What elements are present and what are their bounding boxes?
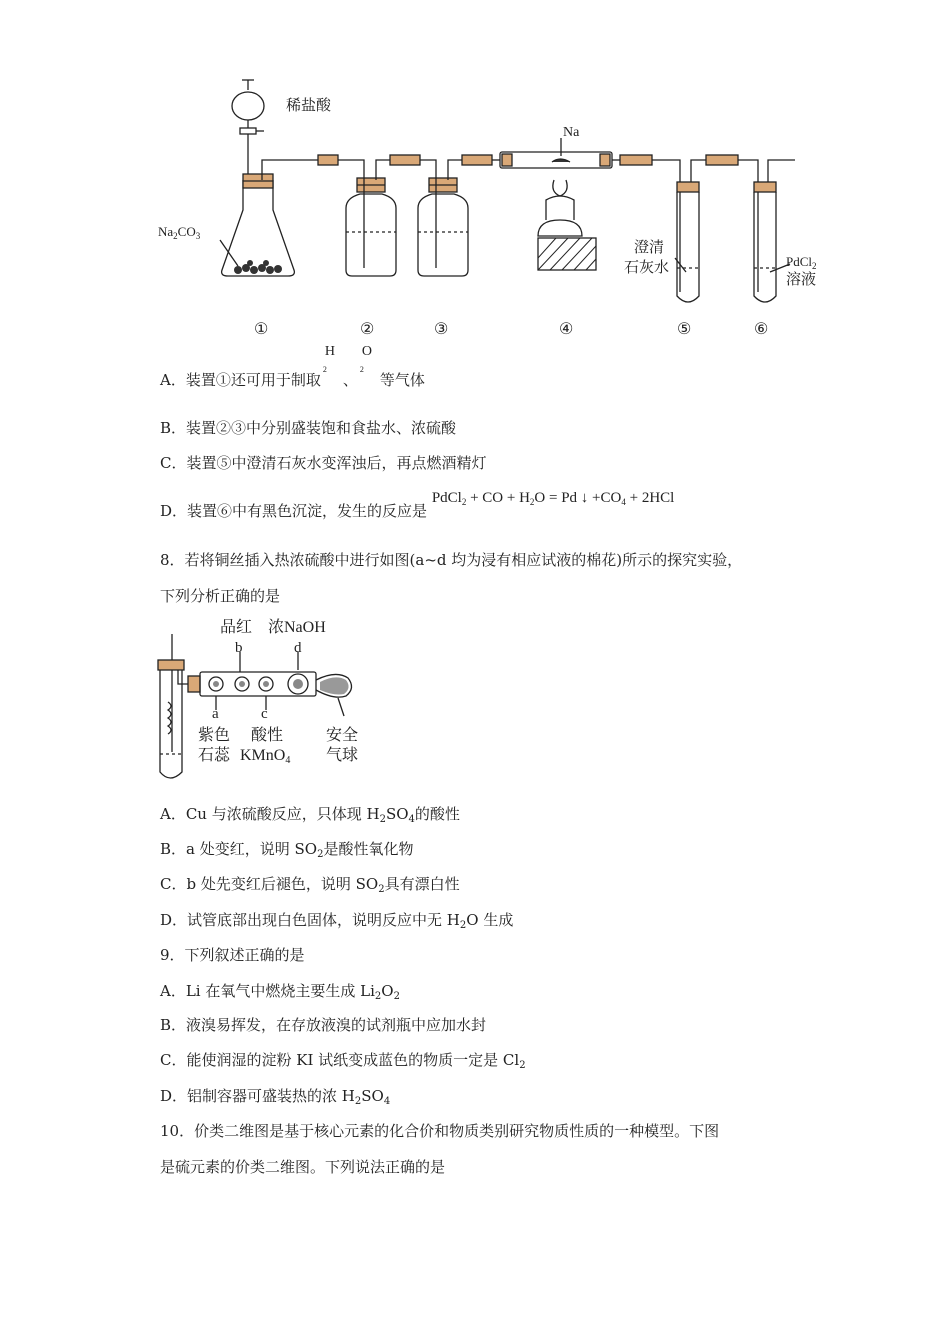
formula-h2: H $_2$ <box>322 344 335 374</box>
equation-pdcl2: PdCl$_2$ + CO + $H_2O = Pd$ ↓ $+CO_4 + 2HCl$ <box>431 490 675 507</box>
label-limewater-2: 石灰水 <box>624 260 670 276</box>
label-litmus: 石蕊 <box>198 747 231 764</box>
q8-option-c: C．b 处先变红后褪色，说明 $SO_2$具有漂白性 <box>160 875 460 895</box>
q9-option-a: A．Li 在氧气中燃烧主要生成 $Li_2O_2$ <box>160 982 400 1002</box>
q8-option-d: D．试管底部出现白色固体，说明反应中无 $H_2O$ 生成 <box>160 911 514 931</box>
q10-stem-line-1: 10．价类二维图是基于核心元素的化合价和物质类别研究物质性质的一种模型。下图 <box>160 1122 720 1140</box>
label-letter-a: a <box>212 706 219 722</box>
label-conc-naoh: 浓NaOH <box>268 619 326 636</box>
label-letter-c: c <box>261 706 268 722</box>
label-na2co3: $Na_2CO_3$ <box>158 224 201 241</box>
label-dilute-hcl: 稀盐酸 <box>286 98 332 114</box>
formula-o2: O $_2$ <box>359 344 372 374</box>
q10-stem-line-2: 是硫元素的价类二维图。下列说法正确的是 <box>160 1158 446 1176</box>
label-pinhong: 品红 <box>220 619 253 636</box>
apparatus-number-5: ⑤ <box>677 321 692 338</box>
apparatus-number-6: ⑥ <box>754 321 769 338</box>
label-letter-b: b <box>235 640 243 656</box>
apparatus-number-4: ④ <box>559 321 574 338</box>
q7-option-b: B．装置②③中分别盛装饱和食盐水、浓硫酸 <box>160 419 457 437</box>
label-na: Na <box>563 125 580 140</box>
label-purple: 紫色 <box>198 727 231 744</box>
q8-option-a: A．Cu 与浓硫酸反应，只体现 $H_2SO_4$的酸性 <box>160 805 460 825</box>
apparatus-figure-1 <box>150 98 817 350</box>
label-acidic: 酸性 <box>251 727 284 744</box>
label-letter-d: d <box>294 640 302 656</box>
apparatus-number-2: ② <box>360 321 375 338</box>
label-safety: 安全 <box>326 727 359 744</box>
label-kmno4: KMnO4 <box>240 747 291 766</box>
label-pdcl2: PdCl$_2$ <box>786 254 817 271</box>
q9-option-d: D．铝制容器可盛装热的浓 $H_2SO_4$ <box>160 1087 391 1107</box>
apparatus-number-1: ① <box>254 321 269 338</box>
q9-stem: 9．下列叙述正确的是 <box>160 946 305 964</box>
q9-option-b: B．液溴易挥发，在存放液溴的试剂瓶中应加水封 <box>160 1016 487 1034</box>
q8-stem-line-1: 8．若将铜丝插入热浓硫酸中进行如图(a~d 均为浸有相应试液的棉花)所示的探究实验， <box>160 551 743 569</box>
q7-option-a: A．装置①还可用于制取 H $_2$ 、 O $_2$ 等气体 <box>160 344 425 389</box>
apparatus-number-3: ③ <box>434 321 449 338</box>
copper-sulfuric-acid-figure <box>150 612 370 782</box>
label-pdcl2-solution: 溶液 <box>786 272 817 288</box>
q7-option-c: C．装置⑤中澄清石灰水变浑浊后，再点燃酒精灯 <box>160 454 487 472</box>
label-limewater-1: 澄清 <box>634 240 665 256</box>
q8-option-b: B．a 处变红，说明 $SO_2$是酸性氧化物 <box>160 840 414 860</box>
q7-option-d: D．装置⑥中有黑色沉淀，发生的反应是 PdCl$_2$ + CO + $H_2O = Pd$ ↓ $+CO_4 + 2HCl$ <box>160 490 675 520</box>
q8-stem-line-2: 下列分析正确的是 <box>160 587 281 605</box>
label-balloon: 气球 <box>326 747 359 764</box>
q9-option-c: C．能使润湿的淀粉 KI 试纸变成蓝色的物质一定是 $Cl_2$ <box>160 1051 526 1071</box>
